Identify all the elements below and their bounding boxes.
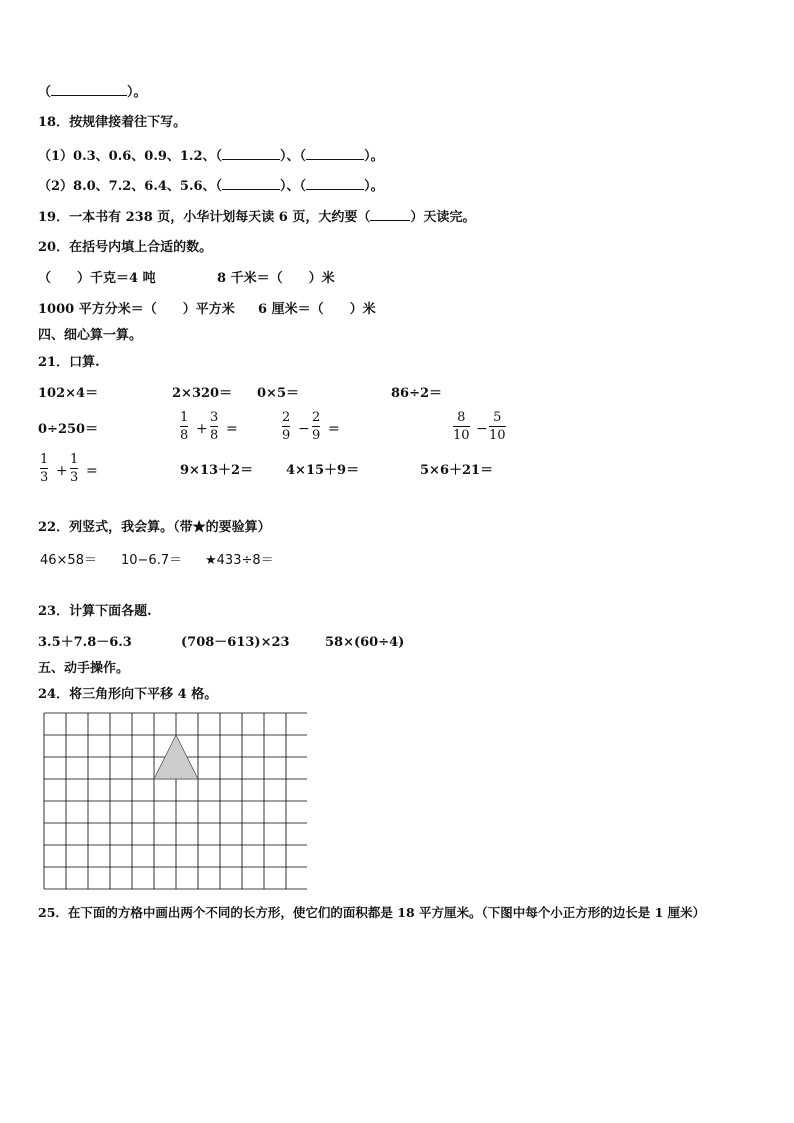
q19-text-end: ）天读完。 [410, 210, 476, 225]
fraction [70, 452, 78, 485]
numerator: 5 [493, 410, 502, 425]
operator: + [56, 463, 68, 479]
numerator: 8 [457, 410, 466, 425]
paren-close: ）。 [364, 149, 384, 164]
fraction-bar [489, 426, 506, 427]
q18-part2 [38, 177, 384, 195]
q22-e3: ★433÷8＝ [205, 553, 274, 568]
paren-open: （ [38, 85, 52, 100]
q25-title: 25．在下面的方格中画出两个不同的长方形，使它们的面积都是 18 平方厘米。（下图中每个小正方形的边长是 1 厘米） [38, 905, 706, 920]
q19-question [38, 208, 475, 226]
q23-title: 23．计算下面各题. [38, 604, 152, 619]
q20-title: 20．在括号内填上合适的数。 [38, 240, 213, 255]
paren-open: （ [299, 149, 307, 164]
q21-title: 21．口算. [38, 355, 100, 370]
fraction-bar [70, 468, 78, 469]
fraction [312, 410, 320, 443]
q20-r2b: 6 厘米＝（ ）米 [258, 302, 376, 317]
q21-e6: 9×13＋2＝ [180, 463, 254, 478]
fraction [180, 410, 188, 443]
grid-svg[interactable] [43, 712, 307, 894]
answer-blank[interactable] [222, 147, 280, 160]
q20-r2a: 1000 平方分米＝（ ）平方米 [38, 302, 235, 317]
numerator: 2 [282, 410, 291, 425]
paren-close: ）、 [280, 149, 300, 164]
denominator: 8 [180, 428, 189, 443]
q21-e7: 4×15＋9＝ [286, 463, 360, 478]
q22-title: 22．列竖式，我会算。（带★的要验算） [38, 520, 271, 535]
section-4-heading: 四、细心算一算。 [38, 328, 143, 343]
denominator: 10 [453, 428, 470, 443]
equals-sign: = [328, 421, 340, 437]
paren-open: （ [299, 179, 307, 194]
equals-sign: = [226, 421, 238, 437]
paren-open: （ [215, 179, 223, 194]
numerator: 1 [180, 410, 189, 425]
fraction [489, 410, 506, 443]
denominator: 9 [312, 428, 321, 443]
square-grid[interactable] [43, 712, 307, 898]
equals-sign: = [86, 463, 98, 479]
numerator: 2 [312, 410, 321, 425]
q17-answer-line [38, 83, 147, 101]
q23-e2: (708－613)×23 [181, 635, 290, 650]
q21-e8: 5×6＋21＝ [420, 463, 494, 478]
answer-blank[interactable] [306, 147, 364, 160]
q23-e3: 58×(60÷4) [325, 635, 405, 650]
answer-blank[interactable] [306, 177, 364, 190]
q18-part1 [38, 147, 384, 165]
operator: − [298, 421, 310, 437]
q20-r1a: （ ）千克＝4 吨 [38, 271, 156, 286]
fraction [282, 410, 290, 443]
q21-e3: 0×5＝ [257, 386, 299, 401]
q21-e2: 2×320＝ [172, 386, 233, 401]
q23-e1: 3.5＋7.8－6.3 [38, 635, 132, 650]
fraction [40, 452, 48, 485]
q18-part1-sequence: （1）0.3、0.6、0.9、1.2、 [38, 149, 216, 164]
numerator: 3 [210, 410, 219, 425]
paren-close: ）。 [364, 179, 384, 194]
denominator: 3 [70, 470, 79, 485]
denominator: 3 [40, 470, 49, 485]
section-5-heading: 五、动手操作。 [38, 661, 130, 676]
answer-blank[interactable] [51, 83, 127, 96]
q21-e1: 102×4＝ [38, 386, 99, 401]
numerator: 1 [70, 452, 79, 467]
q18-part2-sequence: （2）8.0、7.2、6.4、5.6、 [38, 179, 216, 194]
q21-e5: 0÷250＝ [38, 422, 99, 437]
answer-blank[interactable] [222, 177, 280, 190]
fraction-bar [282, 426, 290, 427]
fraction-bar [180, 426, 188, 427]
q20-r1b: 8 千米＝（ ）米 [217, 271, 335, 286]
fraction [453, 410, 470, 443]
fraction-bar [210, 426, 218, 427]
operator: + [196, 421, 208, 437]
q18-title: 18．按规律接着往下写。 [38, 115, 187, 130]
q22-e1: 46×58＝ [40, 553, 97, 568]
fraction-bar [453, 426, 470, 427]
numerator: 1 [40, 452, 49, 467]
denominator: 8 [210, 428, 219, 443]
fraction-bar [40, 468, 48, 469]
denominator: 9 [282, 428, 291, 443]
q22-e2: 10−6.7＝ [121, 553, 183, 568]
paren-open: （ [215, 149, 223, 164]
fraction [210, 410, 218, 443]
operator: − [476, 421, 488, 437]
denominator: 10 [489, 428, 506, 443]
fraction-bar [312, 426, 320, 427]
paren-close: ）。 [127, 85, 147, 100]
q24-title: 24．将三角形向下平移 4 格。 [38, 687, 218, 702]
q21-e4: 86÷2＝ [391, 386, 443, 401]
paren-close: ）、 [280, 179, 300, 194]
q19-text: 19．一本书有 238 页，小华计划每天读 6 页，大约要（ [38, 210, 371, 225]
answer-blank[interactable] [370, 208, 410, 221]
